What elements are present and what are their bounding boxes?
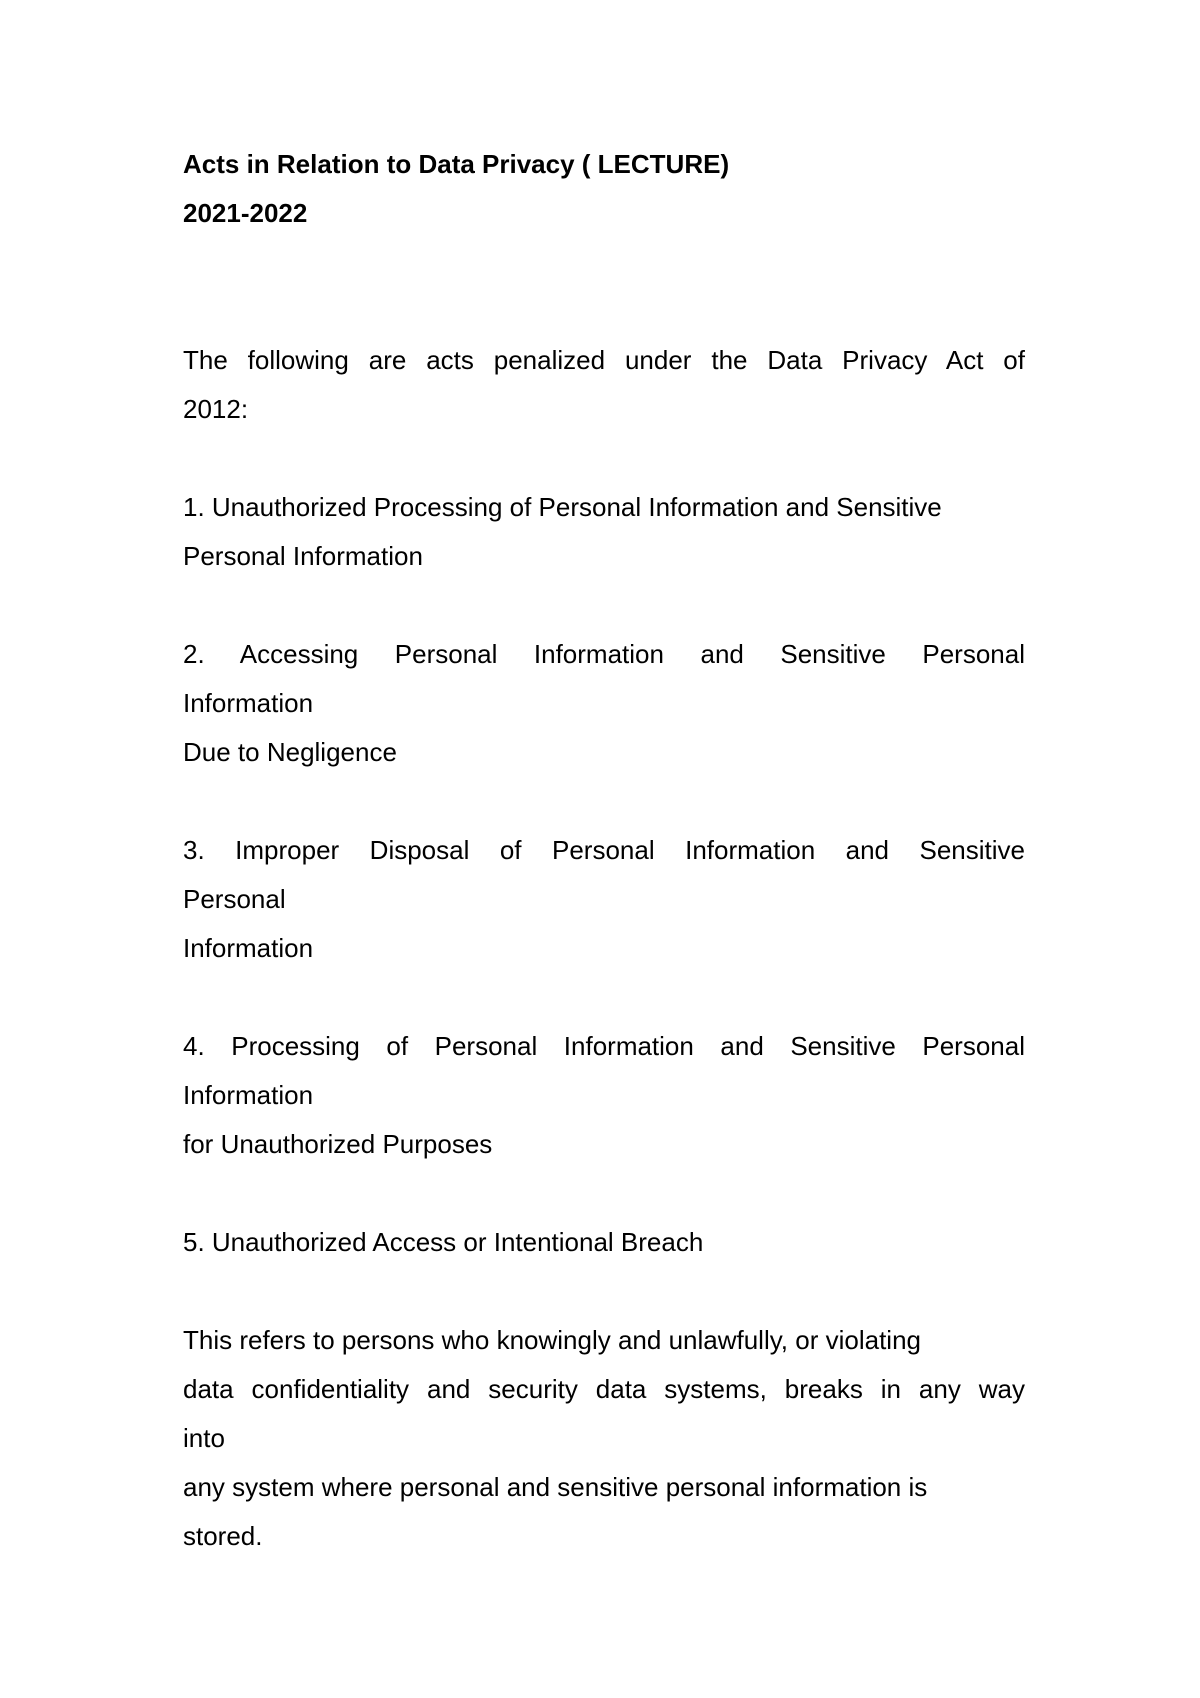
intro-line-1: The following are acts penalized under the Data Privacy Act of <box>183 345 1025 375</box>
intro-line-2: 2012: <box>183 394 249 424</box>
item-4-line-3: for Unauthorized Purposes <box>183 1129 493 1159</box>
closing-line-3: into <box>183 1423 225 1453</box>
closing-line-1: This refers to persons who knowingly and unlawfully, or violating <box>183 1325 921 1355</box>
closing-line-5: stored. <box>183 1521 263 1551</box>
item-2-line-3: Due to Negligence <box>183 737 397 767</box>
item-3-line-1: 3. Improper Disposal of Personal Information and Sensitive <box>183 835 1025 865</box>
year-text: 2021-2022 <box>183 198 308 228</box>
item-1-line-1: 1. Unauthorized Processing of Personal Information and Sensitive <box>183 492 942 522</box>
title-text: Acts in Relation to Data Privacy ( LECTURE) <box>183 149 730 179</box>
item-4-line-2: Information <box>183 1080 314 1110</box>
intro-paragraph <box>183 336 1025 434</box>
document-title <box>183 140 1025 189</box>
closing-line-4: any system where personal and sensitive personal information is <box>183 1472 928 1502</box>
list-item-2 <box>183 630 1025 777</box>
list-item-1 <box>183 483 1025 581</box>
document-year <box>183 189 1025 238</box>
item-4-line-1: 4. Processing of Personal Information and Sensitive Personal <box>183 1031 1025 1061</box>
item-3-line-3: Information <box>183 933 314 963</box>
list-item-4 <box>183 1022 1025 1169</box>
item-2-line-1: 2. Accessing Personal Information and Sensitive Personal <box>183 639 1025 669</box>
closing-paragraph <box>183 1316 1025 1561</box>
item-5-line-1: 5. Unauthorized Access or Intentional Breach <box>183 1227 704 1257</box>
item-1-line-2: Personal Information <box>183 541 423 571</box>
list-item-5 <box>183 1218 1025 1267</box>
item-3-line-2: Personal <box>183 884 286 914</box>
list-item-3 <box>183 826 1025 973</box>
closing-line-2: data confidentiality and security data systems, breaks in any way <box>183 1374 1025 1404</box>
item-2-line-2: Information <box>183 688 314 718</box>
document-body <box>183 140 1025 1610</box>
